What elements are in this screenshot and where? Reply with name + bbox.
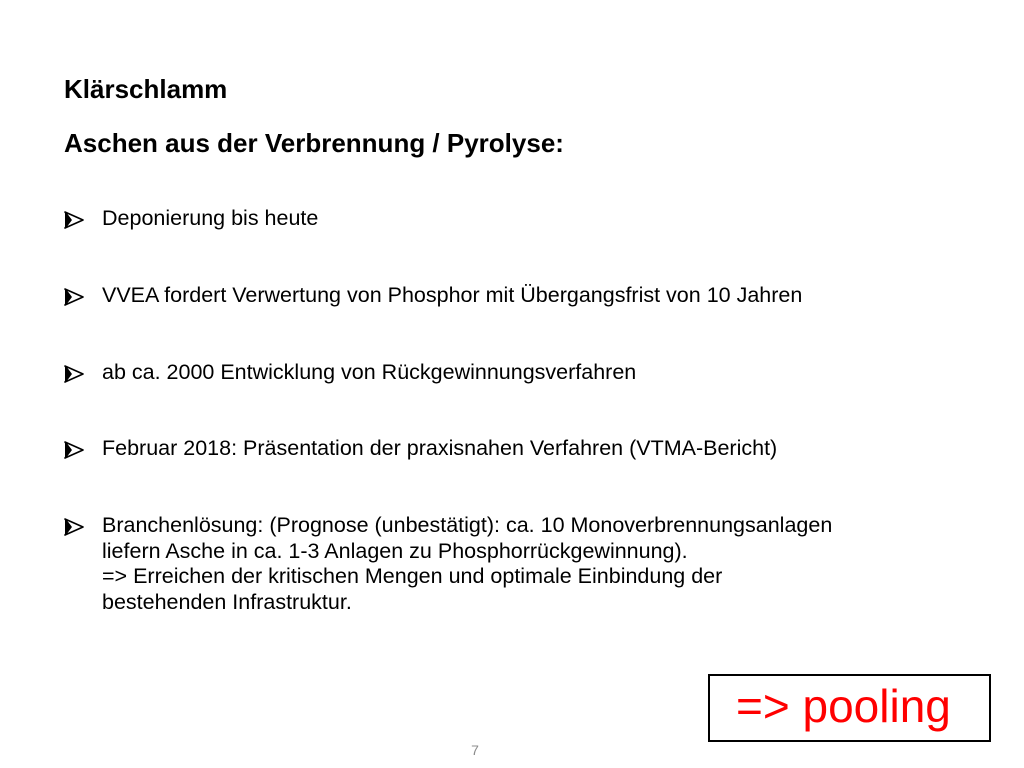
bullet-text: Februar 2018: Präsentation der praxisnahen Verfahren (VTMA-Bericht) <box>102 436 778 460</box>
bullet-text-line: => Erreichen der kritischen Mengen und optimale Einbindung der <box>102 564 723 588</box>
arrowhead-bullet-icon <box>64 513 102 541</box>
bullet-text: VVEA fordert Verwertung von Phosphor mit Übergangsfrist von 10 Jahren <box>102 283 803 307</box>
bullet-text: Deponierung bis heute <box>102 206 319 230</box>
pooling-callout-text: => pooling <box>736 680 951 732</box>
bullet-text: ab ca. 2000 Entwicklung von Rückgewinnungsverfahren <box>102 360 637 384</box>
pooling-callout-box <box>708 674 991 742</box>
bullet-paragraph <box>102 513 832 615</box>
arrowhead-bullet-icon <box>64 436 102 464</box>
arrowhead-bullet-icon <box>64 206 102 234</box>
bullet-item <box>64 436 1004 464</box>
arrowhead-bullet-icon <box>64 283 102 311</box>
arrowhead-bullet-icon <box>64 360 102 388</box>
bullet-item <box>64 360 1004 388</box>
bullet-text-line: Branchenlösung: (Prognose (unbestätigt): ca. 10 Monoverbrennungsanlagen <box>102 513 833 537</box>
bullet-text-line: liefern Asche in ca. 1-3 Anlagen zu Phosphorrückgewinnung). <box>102 538 688 563</box>
slide-title: Klärschlamm <box>64 74 228 104</box>
page-number: 7 <box>471 742 479 758</box>
bullet-item <box>64 513 1004 615</box>
slide-subtitle: Aschen aus der Verbrennung / Pyrolyse: <box>64 128 564 158</box>
bullet-item <box>64 283 1004 311</box>
bullet-item <box>64 206 1004 234</box>
bullet-text-line: bestehenden Infrastruktur. <box>102 589 352 614</box>
